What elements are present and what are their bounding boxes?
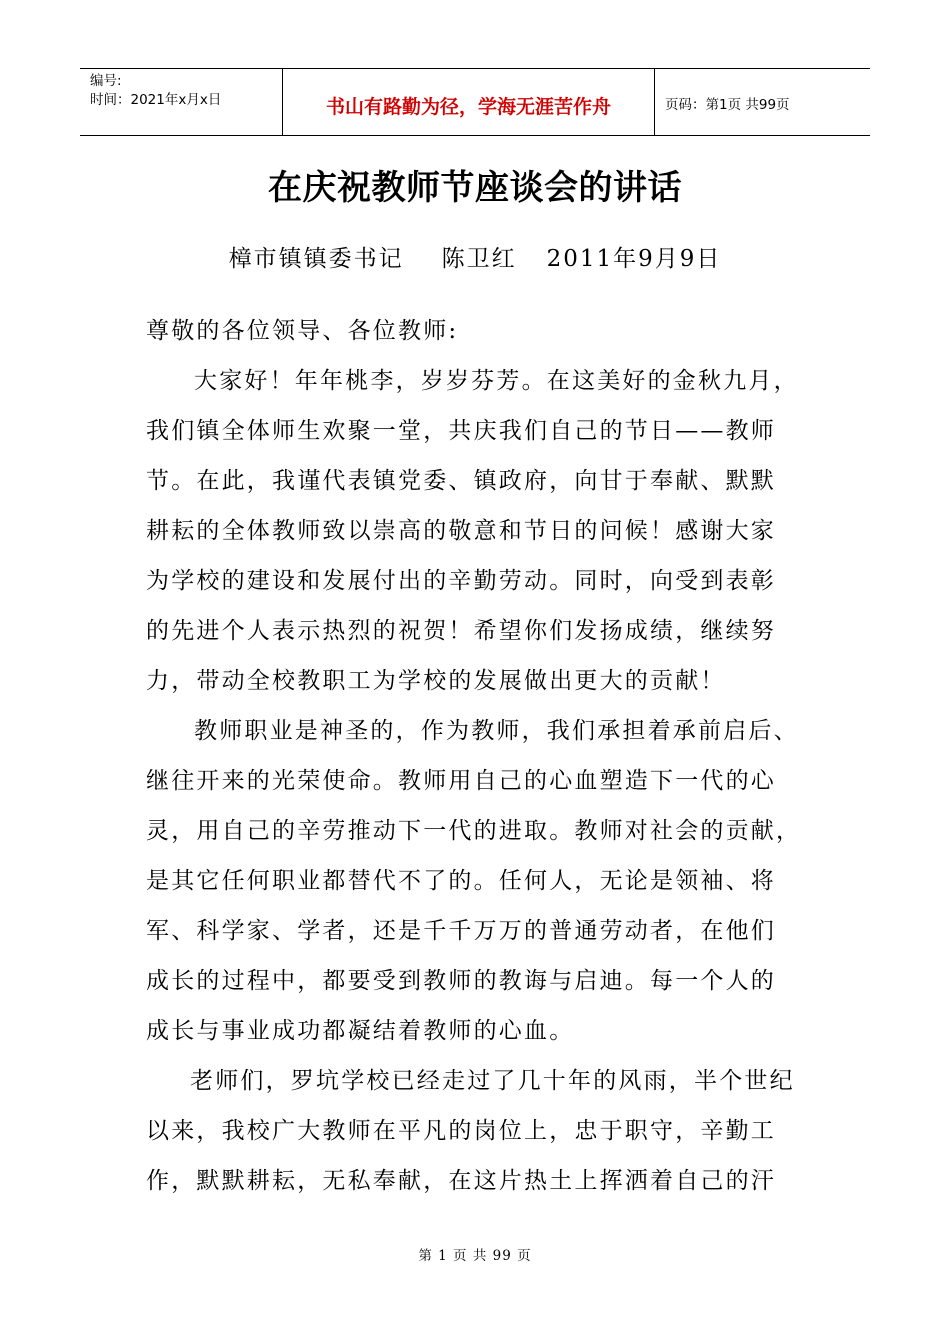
document-header: [80, 68, 870, 136]
page-footer: 第 1 页 共 99 页: [418, 1248, 532, 1264]
motto-text: 书山有路勤为径，学海无涯苦作舟: [325, 95, 611, 118]
author-name: 陈卫红: [441, 246, 517, 272]
text-line: 为学校的建设和发展付出的辛勤劳动。同时，向受到表彰: [146, 568, 776, 594]
text-line: 作，默默耕耘，无私奉献，在这片热土上挥洒着自己的汗: [146, 1168, 776, 1194]
text-line: 成长与事业成功都凝结着教师的心血。: [146, 1018, 575, 1044]
text-line: 灵，用自己的辛劳推动下一代的进取。教师对社会的贡献，: [146, 818, 802, 844]
time-label: 时间：2021年x月x日: [90, 92, 222, 108]
text-line: 教师职业是神圣的，作为教师，我们承担着承前启后、: [194, 718, 799, 744]
text-line: 是其它任何职业都替代不了的。任何人，无论是领袖、将: [146, 868, 776, 894]
text-line: 成长的过程中，都要受到教师的教诲与启迪。每一个人的: [146, 968, 776, 994]
speech-body: [146, 306, 806, 1206]
text-line: 耕耘的全体教师致以崇高的敬意和节日的问候！感谢大家: [146, 518, 776, 544]
salutation: 尊敬的各位领导、各位教师:: [146, 318, 459, 344]
text-line: 军、科学家、学者，还是千千万万的普通劳动者，在他们: [146, 918, 776, 944]
document-title: 在庆祝教师节座谈会的讲话: [268, 168, 682, 208]
page-info: 页码：第1页 共99页: [665, 97, 790, 113]
text-line: 节。在此，我谨代表镇党委、镇政府，向甘于奉献、默默: [146, 468, 776, 494]
text-line: 力，带动全校教职工为学校的发展做出更大的贡献！: [146, 668, 726, 694]
text-line: 老师们，罗坑学校已经走过了几十年的风雨，半个世纪: [190, 1068, 795, 1094]
text-line: 我们镇全体师生欢聚一堂，共庆我们自己的节日——教师: [146, 418, 776, 444]
speech-date: 2011年9月9日: [546, 246, 722, 272]
text-line: 的先进个人表示热烈的祝贺！希望你们发扬成绩，继续努: [146, 618, 776, 644]
number-label: 编号:: [90, 73, 122, 89]
author-role: 樟市镇镇委书记: [228, 246, 404, 272]
header-motto-cell: [283, 69, 655, 135]
text-line: 继往开来的光荣使命。教师用自己的心血塑造下一代的心: [146, 768, 776, 794]
header-meta-cell: [80, 69, 283, 135]
header-page-cell: [655, 69, 870, 135]
text-line: 大家好！年年桃李，岁岁芬芳。在这美好的金秋九月，: [194, 368, 799, 394]
byline: [0, 240, 950, 273]
text-line: 以来，我校广大教师在平凡的岗位上，忠于职守，辛勤工: [146, 1118, 776, 1144]
